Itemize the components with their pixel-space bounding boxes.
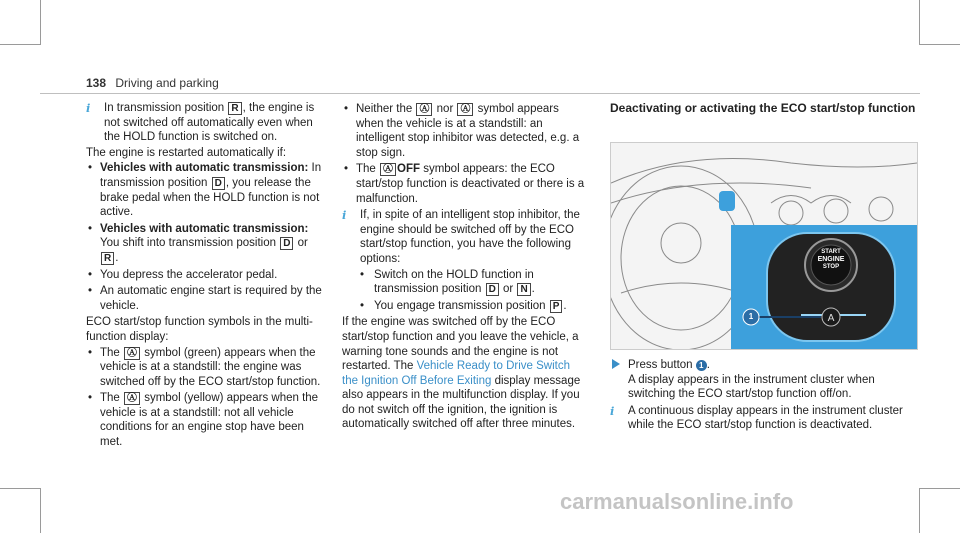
crop-mark bbox=[40, 0, 41, 45]
list-item: • Switch on the HOLD function in transmission position D or N . bbox=[342, 268, 586, 297]
eco-start-stop-icon: Ⓐ bbox=[457, 103, 473, 116]
step-press-button: Press button 1 . A display appears in the instrument cluster when switching the ECO start/stop function off/on. bbox=[610, 358, 916, 402]
crop-mark bbox=[920, 488, 960, 489]
note-transmission-r: i In transmission position R , the engine is not switched off automatically even when the HOLD function is switched on. bbox=[86, 101, 315, 144]
info-icon: i bbox=[342, 208, 347, 223]
transmission-d-symbol: D bbox=[486, 283, 499, 296]
eco-start-stop-icon: Ⓐ bbox=[416, 103, 432, 116]
callout-badge: 1 bbox=[696, 360, 707, 371]
step-arrow-icon bbox=[612, 359, 620, 369]
crop-mark bbox=[920, 44, 960, 45]
list-item: • An automatic engine start is required by the vehicle. bbox=[86, 284, 322, 313]
button-location-marker bbox=[719, 191, 735, 211]
column-middle bbox=[342, 101, 586, 433]
transmission-d-symbol: D bbox=[280, 237, 293, 250]
transmission-d-symbol: D bbox=[212, 177, 225, 190]
list-item: • The Ⓐ symbol (green) appears when the vehicle is at a standstill: the engine was switched off by the ECO start/stop function. bbox=[86, 346, 322, 390]
restart-intro: The engine is restarted automatically if: bbox=[86, 146, 287, 159]
list-item: • Neither the Ⓐ nor Ⓐ symbol appears when the vehicle is at a standstill: an intelligent stop inhibitor was detected, e.g. a stop sign. bbox=[342, 102, 586, 160]
transmission-r-symbol: R bbox=[228, 102, 241, 115]
dashboard-figure bbox=[610, 142, 918, 350]
info-icon: i bbox=[610, 403, 615, 418]
page-section-title: Driving and parking bbox=[115, 76, 219, 90]
list-item: • You depress the accelerator pedal. bbox=[86, 268, 322, 283]
column-left bbox=[86, 101, 322, 452]
crop-mark bbox=[919, 488, 920, 533]
note-continuous-display: i A continuous display appears in the instrument cluster while the ECO start/stop function is deactivated. bbox=[610, 403, 903, 432]
detail-panel bbox=[731, 225, 917, 349]
eco-start-stop-icon: Ⓐ bbox=[380, 163, 396, 176]
callout-1: 1 bbox=[748, 312, 754, 321]
list-item: • You engage transmission position P . bbox=[342, 299, 586, 314]
crop-mark bbox=[40, 488, 41, 533]
watermark: carmanualsonline.info bbox=[560, 489, 794, 514]
info-icon: i bbox=[86, 101, 91, 115]
transmission-p-symbol: P bbox=[550, 300, 563, 313]
list-item: • The Ⓐ OFF symbol appears: the ECO start/stop function is deactivated or there is a malfunction. bbox=[342, 162, 586, 206]
crop-mark bbox=[0, 488, 40, 489]
start-engine-stop-button: START ENGINE STOP bbox=[817, 249, 845, 270]
note-stop-inhibitor: i If, in spite of an intelligent stop inhibitor, the engine should be switched off by the ECO start/stop function, you have the following options: bbox=[342, 208, 580, 265]
crop-mark bbox=[0, 44, 40, 45]
column-right bbox=[610, 101, 916, 126]
header-rule bbox=[40, 93, 920, 94]
eco-start-stop-icon: Ⓐ bbox=[124, 347, 140, 360]
display-message-link[interactable]: Vehicle Ready to Drive Switch the Ignition Off Before Exiting bbox=[342, 360, 570, 387]
page-number: 138 bbox=[86, 76, 107, 90]
crop-mark bbox=[919, 0, 920, 45]
page-header bbox=[86, 76, 219, 91]
eco-start-stop-icon: Ⓐ bbox=[124, 392, 140, 405]
list-item: • Vehicles with automatic transmission: In transmission position D , you release the brake pedal when the HOLD function is not active. bbox=[86, 161, 322, 219]
list-item: • Vehicles with automatic transmission: You shift into transmission position D or R . bbox=[86, 222, 322, 266]
column-right-steps bbox=[610, 358, 916, 434]
list-item: • The Ⓐ symbol (yellow) appears when the vehicle is at a standstill: not all vehicle conditions for an engine stop have been met. bbox=[86, 391, 322, 449]
transmission-n-symbol: N bbox=[517, 283, 530, 296]
svg-text:A: A bbox=[827, 313, 835, 324]
transmission-r-symbol: R bbox=[101, 252, 114, 265]
leave-vehicle-paragraph: If the engine was switched off by the ECO start/stop function and you leave the vehicle, a warning tone sounds and the engine is not restarted. The Vehicle Ready to Drive Switch the Ignition Off Before Exiting display message also appears in the multifunction display. If you do not switch off the ignition, the ignition is automatically switched off after three minutes. bbox=[342, 316, 581, 431]
section-title: Deactivating or activating the ECO start/stop function bbox=[610, 101, 916, 115]
symbols-intro: ECO start/stop function symbols in the multi-function display: bbox=[86, 316, 313, 343]
